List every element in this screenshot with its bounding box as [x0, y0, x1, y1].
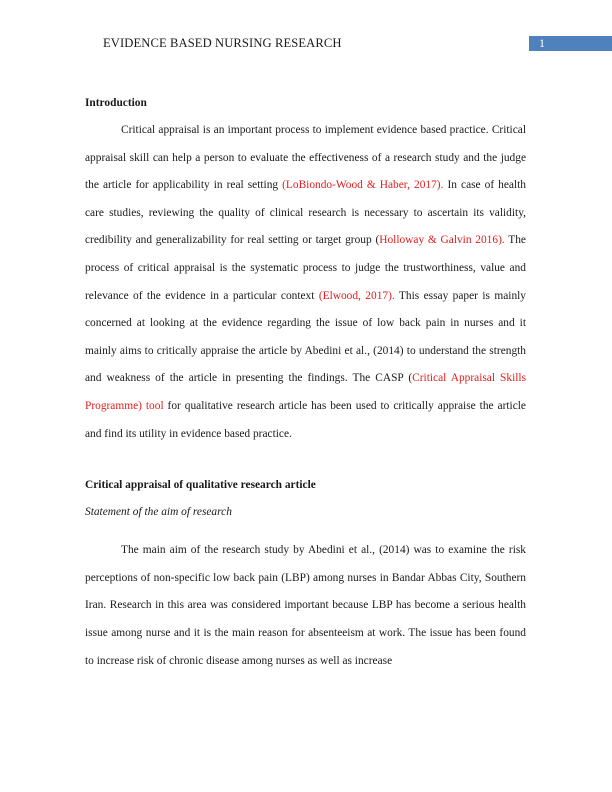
running-header-title: EVIDENCE BASED NURSING RESEARCH	[103, 36, 342, 50]
citation-casp: Critical Appraisal Skills Programme) tool	[85, 372, 527, 412]
intro-text-2: In case of health care studies, reviewing the quality of clinical research is necessary to ascertain its validity, credibility and generalizability for real setting or target group (	[85, 179, 526, 247]
citation-holloway: Holloway & Galvin 2016).	[379, 234, 505, 247]
intro-text-3: The process of critical appraisal is the systematic process to judge the trustworthiness, value and relevance of the evidence in a particular context	[85, 234, 526, 302]
introduction-heading: Introduction	[85, 97, 147, 109]
citation-lobiondo-wood: (LoBiondo-Wood & Haber, 2017).	[282, 179, 444, 192]
aim-paragraph: The main aim of the research study by Abedini et al., (2014) was to examine the risk perceptions of non-specific low back pain (LBP) among nurses in Bandar Abbas City, Southern Iran. Research in this area was considered important because LBP has become a serious health issue among nurse and it is the main reason for absenteeism at work. The issue has been found to increase risk of chronic disease among nurses as well as increase	[85, 544, 526, 667]
appraisal-heading: Critical appraisal of qualitative research article	[85, 479, 316, 492]
page-number-badge: 1	[529, 36, 612, 51]
intro-text-4: This essay paper is mainly concerned at looking at the evidence regarding the issue of low back pain in nurses and it mainly aims to critically appraise the article by Abedini et al., (2014) to understand the strength and weakness of the article in presenting the findings. The CASP (	[85, 289, 526, 385]
document-body	[85, 90, 526, 675]
citation-elwood: (Elwood, 2017).	[318, 289, 395, 302]
intro-text-1: Critical appraisal is an important process to implement evidence based practice. Critical appraisal skill can help a person to evaluate the effectiveness of a research study and the judge the article for applicability in real setting	[85, 124, 526, 192]
intro-text-5: for qualitative research article has been used to critically appraise the article and find its utility in evidence based practice.	[85, 399, 526, 440]
aim-subheading: Statement of the aim of research	[85, 506, 232, 519]
introduction-paragraph	[85, 117, 526, 448]
